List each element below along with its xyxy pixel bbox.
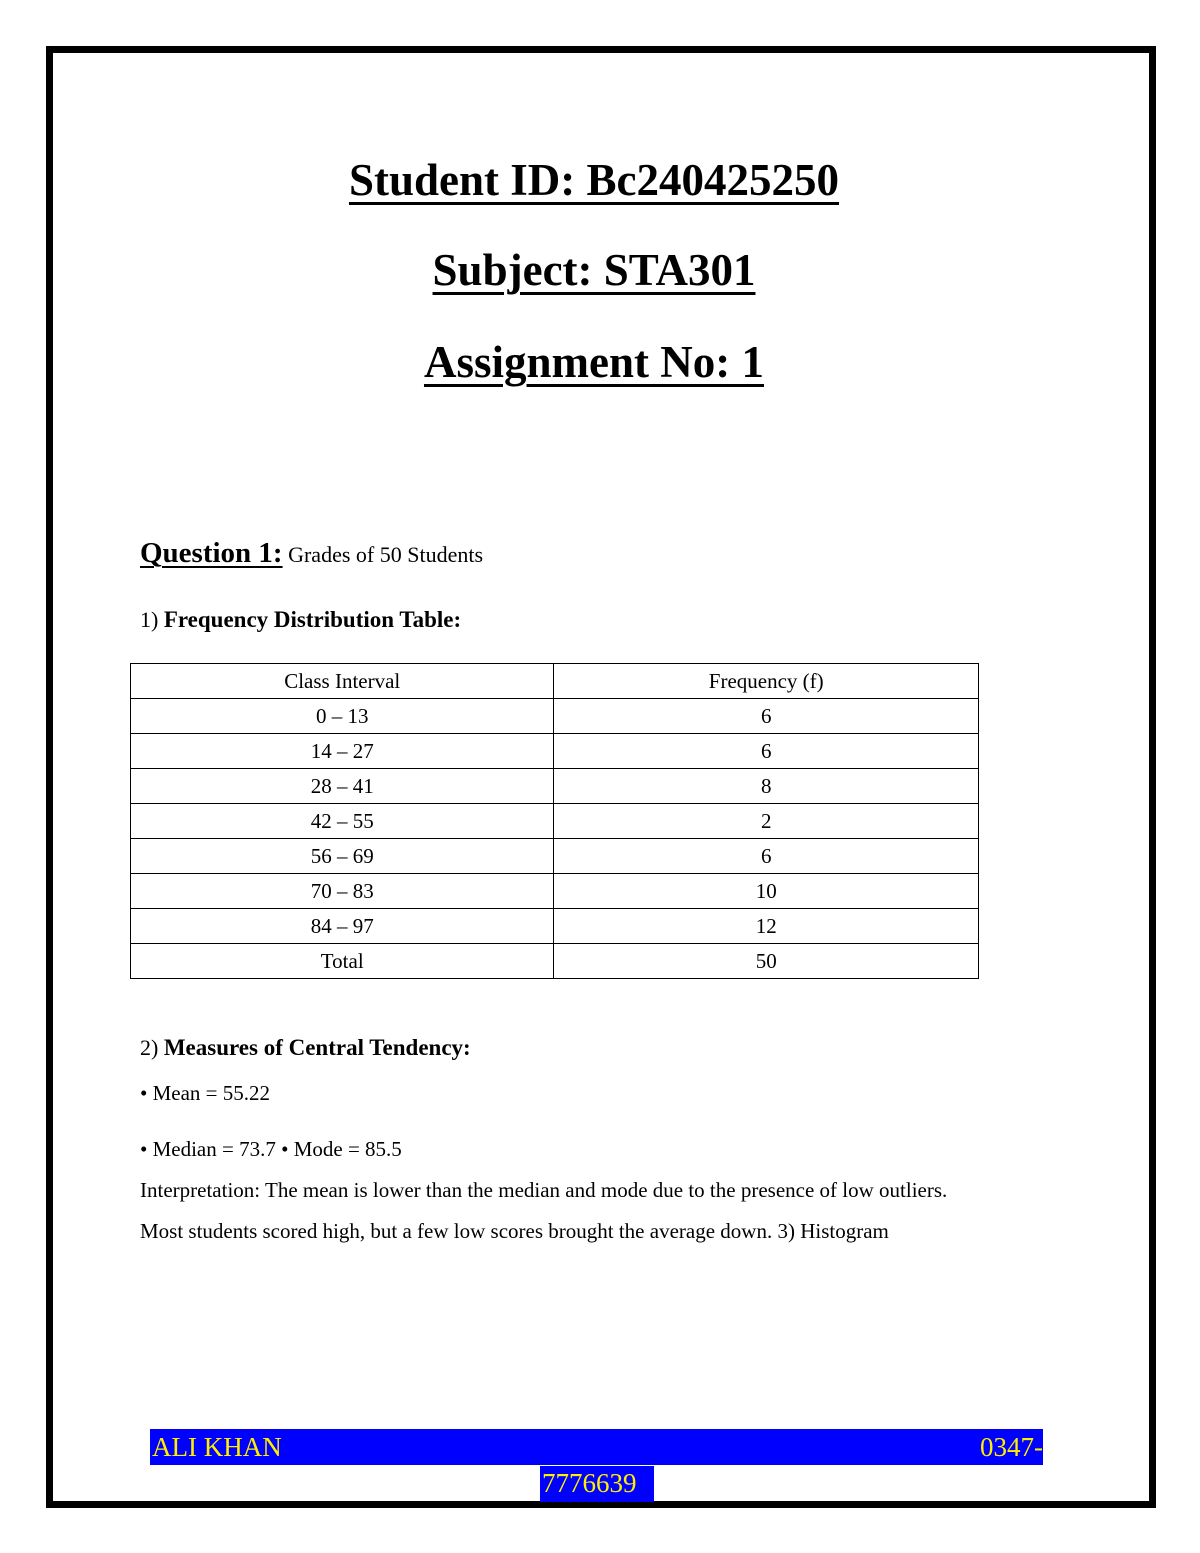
class-interval-cell: 42 – 55 <box>131 804 554 839</box>
section2-heading <box>140 1034 471 1062</box>
assignment-title: Assignment No: 1 <box>423 337 764 387</box>
table-row <box>131 769 979 804</box>
table-row <box>131 874 979 909</box>
frequency-cell: 6 <box>554 839 979 874</box>
class-interval-cell: 56 – 69 <box>131 839 554 874</box>
question-heading <box>140 536 483 571</box>
section2-number: 2) <box>140 1035 159 1060</box>
section1-title: Frequency Distribution Table: <box>163 607 462 632</box>
frequency-cell: 6 <box>554 734 979 769</box>
question-description: Grades of 50 Students <box>288 542 484 567</box>
footer-name: ALI KHAN <box>152 1432 282 1462</box>
median-mode-line: • Median = 73.7 • Mode = 85.5 <box>140 1137 402 1161</box>
table-row <box>131 804 979 839</box>
class-interval-cell: 0 – 13 <box>131 699 554 734</box>
table-row <box>131 699 979 734</box>
table-total-row <box>131 944 979 979</box>
footer-phone-part2: 7776639 <box>540 1466 654 1502</box>
frequency-cell: 2 <box>554 804 979 839</box>
question-label: Question 1: <box>140 537 283 569</box>
class-interval-cell: 84 – 97 <box>131 909 554 944</box>
section2-title: Measures of Central Tendency: <box>163 1035 471 1060</box>
footer-bar <box>150 1429 1043 1465</box>
student-id-title: Student ID: Bc240425250 <box>348 155 840 205</box>
footer-phone-part1: 0347- <box>980 1432 1043 1462</box>
table-row <box>131 909 979 944</box>
interpretation-line-1: Interpretation: The mean is lower than the median and mode due to the presence of low outliers. <box>140 1178 948 1202</box>
subject-title: Subject: STA301 <box>432 245 756 295</box>
frequency-table <box>130 663 979 979</box>
interpretation-line-2: Most students scored high, but a few low scores brought the average down. 3) Histogram <box>140 1219 889 1243</box>
table-header-row <box>131 664 979 699</box>
mean-line: • Mean = 55.22 <box>140 1081 271 1105</box>
total-label-cell: Total <box>131 944 554 979</box>
section1-heading <box>140 606 461 634</box>
class-interval-cell: 14 – 27 <box>131 734 554 769</box>
table-header-class-interval: Class Interval <box>131 664 554 699</box>
frequency-cell: 6 <box>554 699 979 734</box>
section1-number: 1) <box>140 607 159 632</box>
frequency-cell: 10 <box>554 874 979 909</box>
frequency-cell: 12 <box>554 909 979 944</box>
table-header-frequency: Frequency (f) <box>554 664 979 699</box>
total-value-cell: 50 <box>554 944 979 979</box>
class-interval-cell: 70 – 83 <box>131 874 554 909</box>
frequency-cell: 8 <box>554 769 979 804</box>
table-row <box>131 839 979 874</box>
class-interval-cell: 28 – 41 <box>131 769 554 804</box>
table-row <box>131 734 979 769</box>
